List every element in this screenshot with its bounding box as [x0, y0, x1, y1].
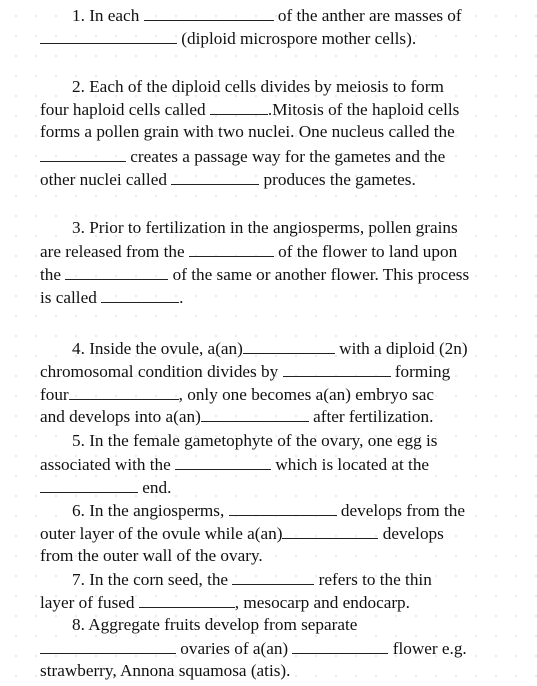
q8-line-2: [40, 638, 467, 659]
q7-text-4: , mesocarp and endocarp.: [234, 593, 410, 612]
q8-text-4: strawberry, Annona squamosa (atis).: [40, 661, 291, 680]
q7-text-3: layer of fused: [40, 593, 135, 612]
q7-text-2: refers to the thin: [318, 570, 432, 589]
answer-blank[interactable]: [144, 5, 274, 21]
q6-line-2: [40, 523, 444, 544]
q7-number: 7.: [72, 570, 85, 589]
q8-text-3: flower e.g.: [392, 639, 467, 658]
answer-blank[interactable]: [69, 384, 179, 400]
answer-blank[interactable]: [40, 638, 176, 654]
q2-text-1: Each of the diploid cells divides by meiosis to form: [89, 77, 444, 96]
q4-text-5: four: [40, 385, 69, 404]
q5-text-4: end.: [142, 478, 172, 497]
q4-text-4: forming: [394, 362, 451, 381]
q3-number: 3.: [72, 218, 85, 237]
answer-blank[interactable]: [139, 592, 235, 608]
q1-text-1: In each: [89, 6, 140, 25]
q3-text-5: of the same or another flower. This process: [172, 265, 470, 284]
answer-blank[interactable]: [243, 338, 335, 354]
answer-blank[interactable]: [40, 146, 126, 162]
answer-blank[interactable]: [229, 500, 337, 516]
q4-line-2: [40, 361, 450, 382]
answer-blank[interactable]: [189, 241, 274, 257]
q5-number: 5.: [72, 431, 85, 450]
q3-text-6: is called: [40, 288, 97, 307]
q2-line-1: [72, 77, 444, 97]
q6-text-3: outer layer of the ovule while a(an): [40, 524, 283, 543]
q4-text-8: after fertilization.: [313, 407, 434, 426]
answer-blank[interactable]: [210, 99, 268, 115]
q3-line-2: [40, 241, 457, 262]
q2-text-7: produces the gametes.: [263, 170, 416, 189]
answer-blank[interactable]: [40, 477, 138, 493]
answer-blank[interactable]: [283, 361, 391, 377]
q4-line-3: [40, 384, 434, 405]
q1-number: 1.: [72, 6, 85, 25]
answer-blank[interactable]: [201, 406, 309, 422]
q3-line-3: [40, 264, 469, 285]
q2-text-2: four haploid cells called: [40, 100, 206, 119]
q7-text-1: In the corn seed, the: [89, 570, 229, 589]
q1-text-2: of the anther are masses of: [277, 6, 462, 25]
answer-blank[interactable]: [292, 638, 388, 654]
q1-line-1: [72, 5, 462, 26]
q2-text-5: creates a passage way for the gametes and the: [130, 147, 446, 166]
answer-blank[interactable]: [171, 169, 259, 185]
q4-line-4: [40, 406, 433, 427]
q5-text-3: which is located at the: [275, 455, 430, 474]
q6-line-3: [40, 546, 263, 566]
answer-blank[interactable]: [101, 287, 179, 303]
q2-text-6: other nuclei called: [40, 170, 167, 189]
q4-text-7: and develops into a(an): [40, 407, 201, 426]
q3-line-4: [40, 287, 183, 308]
q4-text-2: with a diploid (2n): [339, 339, 468, 358]
q5-line-3: [40, 477, 171, 498]
q4-number: 4.: [72, 339, 85, 358]
q3-text-4: the: [40, 265, 61, 284]
q7-line-2: [40, 592, 410, 613]
q5-line-1: [72, 431, 437, 451]
q6-text-1: In the angiosperms,: [89, 501, 225, 520]
q1-text-3: (diploid microspore mother cells).: [181, 29, 417, 48]
q5-text-1: In the female gametophyte of the ovary, one egg is: [89, 431, 438, 450]
q6-text-4: develops: [382, 524, 444, 543]
answer-blank[interactable]: [282, 523, 378, 539]
q4-text-6: , only one becomes a(an) embryo sac: [178, 385, 434, 404]
q2-line-3: [40, 122, 455, 142]
q4-line-1: [72, 338, 468, 359]
q2-line-2: [40, 99, 459, 120]
q6-line-1: [72, 500, 465, 521]
q5-line-2: [40, 454, 429, 475]
q2-text-3: .Mitosis of the haploid cells: [267, 100, 460, 119]
q8-text-2: ovaries of a(an): [180, 639, 289, 658]
q7-line-1: [72, 569, 432, 590]
q1-line-2: [40, 28, 416, 49]
answer-blank[interactable]: [175, 454, 271, 470]
q3-text-2: are released from the: [40, 242, 185, 261]
q2-line-4: [40, 146, 445, 167]
q8-text-1: Aggregate fruits develop from separate: [88, 615, 358, 634]
q5-text-2: associated with the: [40, 455, 171, 474]
q8-line-3: [40, 661, 290, 681]
q2-text-4: forms a pollen grain with two nuclei. One nucleus called the: [40, 122, 455, 141]
q6-text-5: from the outer wall of the ovary.: [40, 546, 263, 565]
q3-text-7: .: [179, 288, 184, 307]
q6-text-2: develops from the: [340, 501, 465, 520]
q2-number: 2.: [72, 77, 85, 96]
q4-text-3: chromosomal condition divides by: [40, 362, 279, 381]
q3-line-1: [72, 218, 458, 238]
q2-line-5: [40, 169, 416, 190]
q3-text-1: Prior to fertilization in the angiosperms, pollen grains: [89, 218, 458, 237]
q6-number: 6.: [72, 501, 85, 520]
answer-blank[interactable]: [65, 264, 168, 280]
q3-text-3: of the flower to land upon: [278, 242, 458, 261]
q8-line-1: [72, 615, 357, 635]
q8-number: 8.: [72, 615, 85, 634]
answer-blank[interactable]: [232, 569, 314, 585]
q4-text-1: Inside the ovule, a(an): [89, 339, 243, 358]
answer-blank[interactable]: [40, 28, 177, 44]
